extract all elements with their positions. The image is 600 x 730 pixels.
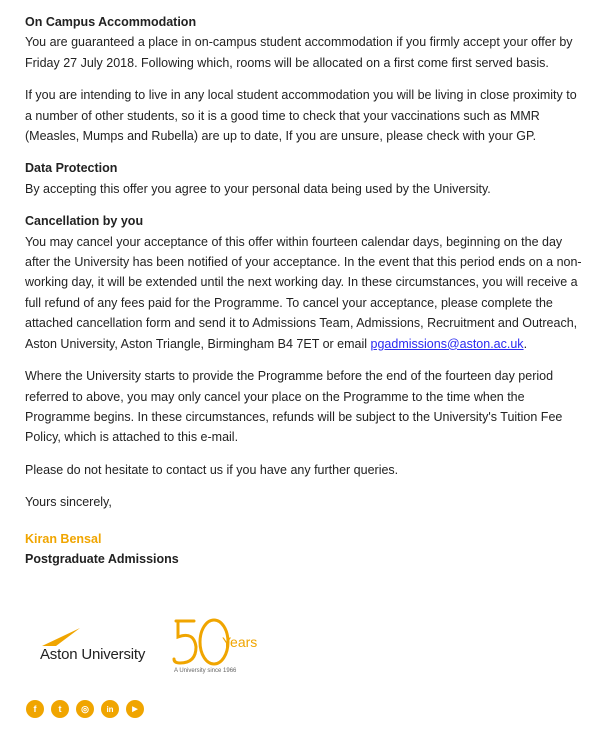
signature-name: Kiran Bensal [25, 531, 102, 546]
data-protection-paragraph: By accepting this offer you agree to your personal data being used by the University. [25, 181, 491, 196]
sign-off: Yours sincerely, [25, 495, 112, 510]
email-link[interactable]: pgadmissions@aston.ac.uk [370, 336, 524, 351]
cancellation-paragraph-1 [25, 232, 585, 354]
accommodation-paragraph-2: If you are intending to live in any local student accommodation you will be living in close proximity to a number of other students, so it is a good time to check that your vaccinations such as MMR (Measles, Mumps and Rubella) are up to date, If you are unsure, please check with your GP. [25, 88, 577, 144]
instagram-icon[interactable]: ◎ [76, 700, 94, 718]
facebook-icon[interactable]: f [26, 700, 44, 718]
linkedin-icon[interactable]: in [101, 700, 119, 718]
aston-university-logo [40, 628, 150, 666]
cancellation-text: You may cancel your acceptance of this offer within fourteen calendar days, beginning on the day after the University has been notified of your acceptance. In the event that this period ends on a non-working day, it will be extended until the next working day. In these circumstances, you will receive a full refund of any fees paid for the Programme. To cancel your acceptance, please complete the attached cancellation form and send it to Admissions Team, Admissions, Recruitment and Outreach, Aston University, Aston Triangle, Birmingham B4 7ET or email [25, 234, 582, 351]
aston-triangle-icon [42, 628, 82, 648]
aston-wordmark: Aston University [40, 646, 146, 663]
cancellation-heading: Cancellation by you [25, 214, 144, 229]
data-protection-heading: Data Protection [25, 161, 118, 176]
cancellation-paragraph-2: Where the University starts to provide the Programme before the end of the fourteen day period referred to above, you may only cancel your place on the Programme to the time when the Programme begins. In these circumstances, refunds will be subject to the University's Tuition Fee Policy, which is attached to this e-mail. [25, 369, 563, 445]
anniversary-tagline: A University since 1966 [174, 668, 237, 674]
queries-paragraph: Please do not hesitate to contact us if you have any further queries. [25, 462, 399, 477]
email-body [25, 12, 585, 569]
cancellation-text-end: . [523, 336, 528, 351]
accommodation-paragraph-1: You are guaranteed a place in on-campus student accommodation if you firmly accept your offer by Friday 27 July 2018. Following which, rooms will be allocated on a first come first served basis. [25, 35, 573, 70]
signature-department: Postgraduate Admissions [25, 551, 179, 566]
youtube-icon[interactable]: ▶ [126, 700, 144, 718]
accommodation-heading: On Campus Accommodation [25, 15, 197, 29]
years-text: Years [222, 634, 258, 650]
social-links [26, 700, 144, 718]
fifty-years-logo [172, 617, 258, 677]
twitter-icon[interactable]: t [51, 700, 69, 718]
